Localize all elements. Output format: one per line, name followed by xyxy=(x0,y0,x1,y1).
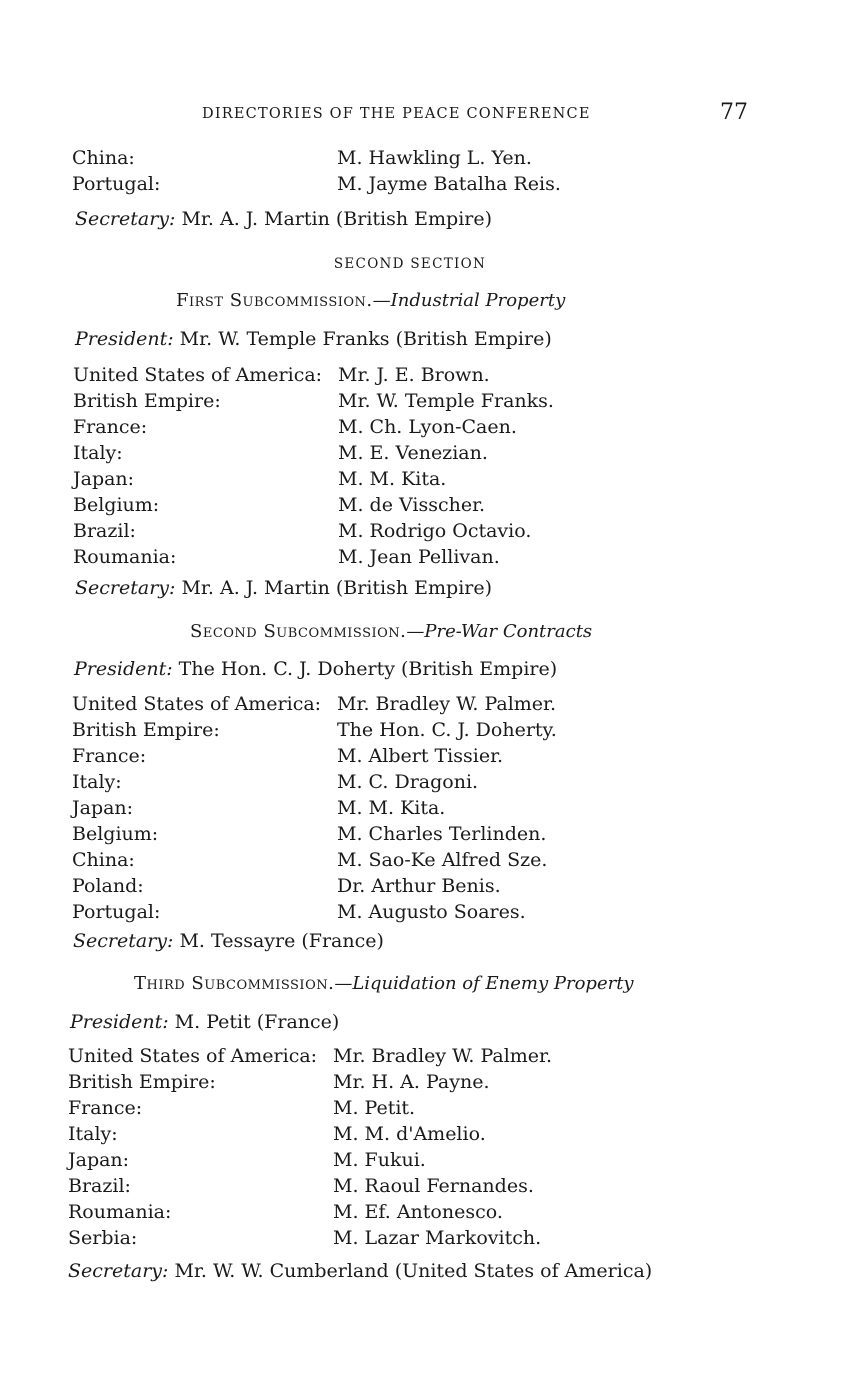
list-item xyxy=(68,1097,708,1123)
subcommission-topic: —Industrial Property xyxy=(372,290,566,311)
list-item xyxy=(68,1175,708,1201)
delegate-name: M. Fukui. xyxy=(333,1149,426,1171)
secretary-value: Mr. A. J. Martin (British Empire) xyxy=(181,577,493,599)
country-name: Serbia: xyxy=(68,1227,138,1249)
subcommission-name: Third Subcommission. xyxy=(134,973,335,994)
country-name: France: xyxy=(72,745,147,767)
delegates-list xyxy=(68,1045,708,1253)
president-line xyxy=(70,1011,339,1033)
delegates-list xyxy=(72,693,712,927)
list-item xyxy=(68,1123,708,1149)
top-continuation-block xyxy=(72,147,712,199)
country-name: British Empire: xyxy=(73,390,221,412)
subcommission-topic: —Pre-War Contracts xyxy=(406,621,593,642)
country-name: Roumania: xyxy=(68,1201,172,1223)
delegate-name: M. Charles Terlinden. xyxy=(337,823,547,845)
country-name: British Empire: xyxy=(68,1071,216,1093)
list-item xyxy=(73,494,713,520)
list-item xyxy=(68,1227,708,1253)
country-name: Japan: xyxy=(72,797,134,819)
delegate-name: Mr. Bradley W. Palmer. xyxy=(337,693,557,715)
delegate-name: M. Petit. xyxy=(333,1097,416,1119)
country-name: Roumania: xyxy=(73,546,177,568)
delegate-name: M. Augusto Soares. xyxy=(337,901,526,923)
president-line xyxy=(75,328,552,350)
delegate-name: Mr. H. A. Payne. xyxy=(333,1071,490,1093)
delegate-name: M. Ch. Lyon-Caen. xyxy=(338,416,517,438)
country-name: Japan: xyxy=(68,1149,130,1171)
country-name: Brazil: xyxy=(73,520,136,542)
list-item xyxy=(68,1149,708,1175)
country-name: United States of America: xyxy=(72,693,322,715)
section-title: SECOND SECTION xyxy=(333,256,487,272)
delegate-name: M. M. Kita. xyxy=(337,797,446,819)
president-label: President: xyxy=(75,328,174,350)
list-item xyxy=(72,771,712,797)
page-header xyxy=(72,100,748,130)
list-item xyxy=(68,1201,708,1227)
list-item xyxy=(72,147,712,173)
secretary-line xyxy=(68,1260,652,1282)
delegate-name: M. E. Venezian. xyxy=(338,442,488,464)
country-name: France: xyxy=(73,416,148,438)
country-name: France: xyxy=(68,1097,143,1119)
president-label: President: xyxy=(70,1011,169,1033)
country-name: Brazil: xyxy=(68,1175,131,1197)
country-name: Belgium: xyxy=(72,823,159,845)
secretary-label: Secretary: xyxy=(68,1260,169,1282)
delegate-name: M. M. Kita. xyxy=(338,468,447,490)
country-name: Italy: xyxy=(72,771,122,793)
country-name: Belgium: xyxy=(73,494,160,516)
secretary-line xyxy=(73,930,384,952)
country-name: United States of America: xyxy=(68,1045,318,1067)
list-item xyxy=(72,849,712,875)
delegate-name: M. Raoul Fernandes. xyxy=(333,1175,534,1197)
president-value: The Hon. C. J. Doherty (British Empire) xyxy=(178,658,558,680)
delegate-name: M. C. Dragoni. xyxy=(337,771,479,793)
subcommission-topic: —Liquidation of Enemy Property xyxy=(334,973,634,994)
country-name: Portugal: xyxy=(72,901,161,923)
secretary-value: Mr. W. W. Cumberland (United States of America) xyxy=(174,1260,653,1282)
list-item xyxy=(73,468,713,494)
list-item xyxy=(72,745,712,771)
running-head: DIRECTORIES OF THE PEACE CONFERENCE xyxy=(202,106,591,122)
delegate-name: M. Albert Tissier. xyxy=(337,745,504,767)
country-name: Poland: xyxy=(72,875,144,897)
list-item xyxy=(73,364,713,390)
list-item xyxy=(73,546,713,572)
country-name: China: xyxy=(72,147,135,169)
delegate-name: M. de Visscher. xyxy=(338,494,486,516)
country-name: British Empire: xyxy=(72,719,220,741)
list-item xyxy=(72,173,712,199)
delegate-name: M. Hawkling L. Yen. xyxy=(337,147,532,169)
list-item xyxy=(73,442,713,468)
list-item xyxy=(72,901,712,927)
page-number: 77 xyxy=(720,100,748,125)
delegate-name: Mr. J. E. Brown. xyxy=(338,364,490,386)
president-label: President: xyxy=(74,658,173,680)
delegate-name: The Hon. C. J. Doherty. xyxy=(337,719,557,741)
country-name: Portugal: xyxy=(72,173,161,195)
subcommission-name: First Subcommission. xyxy=(176,290,373,311)
subcommission-title xyxy=(190,621,592,642)
secretary-label: Secretary: xyxy=(73,930,174,952)
list-item xyxy=(72,875,712,901)
delegate-name: M. Jayme Batalha Reis. xyxy=(337,173,561,195)
delegate-name: Mr. Bradley W. Palmer. xyxy=(333,1045,553,1067)
secretary-line xyxy=(75,208,492,230)
delegate-name: M. Lazar Markovitch. xyxy=(333,1227,542,1249)
list-item xyxy=(68,1071,708,1097)
list-item xyxy=(72,719,712,745)
secretary-value: Mr. A. J. Martin (British Empire) xyxy=(181,208,493,230)
president-value: M. Petit (France) xyxy=(174,1011,340,1033)
delegate-name: M. Rodrigo Octavio. xyxy=(338,520,532,542)
subcommission-title xyxy=(176,290,565,311)
secretary-value: M. Tessayre (France) xyxy=(179,930,384,952)
secretary-line xyxy=(75,577,492,599)
subcommission-name: Second Subcommission. xyxy=(190,621,407,642)
president-value: Mr. W. Temple Franks (British Empire) xyxy=(179,328,552,350)
delegate-name: Dr. Arthur Benis. xyxy=(337,875,501,897)
country-name: Japan: xyxy=(73,468,135,490)
list-item xyxy=(73,416,713,442)
delegate-name: M. Jean Pellivan. xyxy=(338,546,500,568)
country-name: United States of America: xyxy=(73,364,323,386)
country-name: Italy: xyxy=(73,442,123,464)
country-name: Italy: xyxy=(68,1123,118,1145)
list-item xyxy=(72,823,712,849)
delegate-name: M. Ef. Antonesco. xyxy=(333,1201,503,1223)
secretary-label: Secretary: xyxy=(75,577,176,599)
list-item xyxy=(73,520,713,546)
delegate-name: M. Sao-Ke Alfred Sze. xyxy=(337,849,548,871)
delegate-name: M. M. d'Amelio. xyxy=(333,1123,486,1145)
subcommission-title xyxy=(134,973,634,994)
delegate-name: Mr. W. Temple Franks. xyxy=(338,390,554,412)
secretary-label: Secretary: xyxy=(75,208,176,230)
list-item xyxy=(72,797,712,823)
list-item xyxy=(72,693,712,719)
list-item xyxy=(73,390,713,416)
delegates-list xyxy=(73,364,713,572)
list-item xyxy=(68,1045,708,1071)
country-name: China: xyxy=(72,849,135,871)
president-line xyxy=(74,658,557,680)
